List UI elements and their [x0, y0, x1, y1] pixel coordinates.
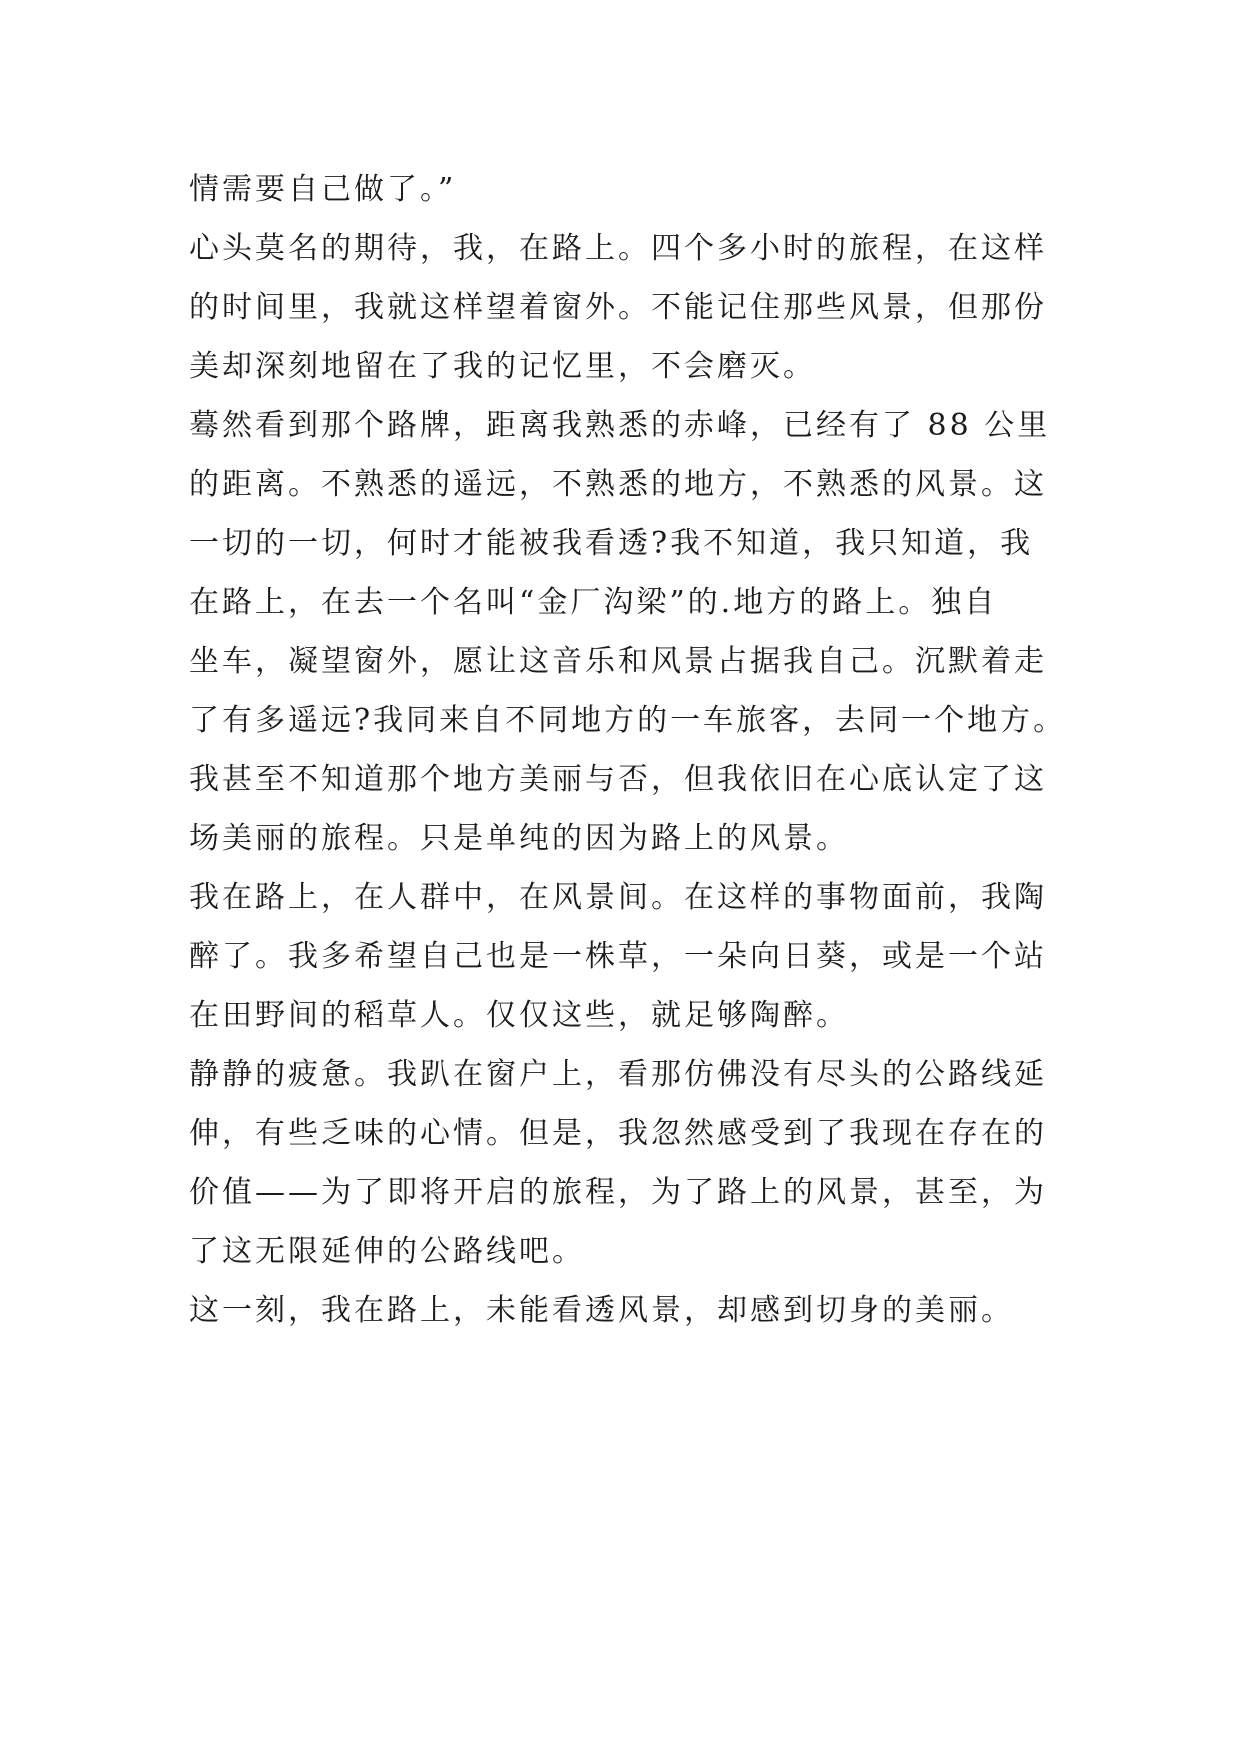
text-line: 的时间里，我就这样望着窗外。不能记住那些风景，但那份	[189, 290, 1047, 325]
text-line: 美却深刻地留在了我的记忆里，不会磨灭。	[189, 349, 816, 384]
text-line: 坐车，凝望窗外，愿让这音乐和风景占据我自己。沉默着走	[189, 644, 1047, 679]
text-line: 场美丽的旅程。只是单纯的因为路上的风景。	[189, 821, 849, 856]
text-line: 蓦然看到那个路牌，距离我熟悉的赤峰，已经有了 88 公里	[189, 408, 1051, 443]
text-line: 在田野间的稻草人。仅仅这些，就足够陶醉。	[189, 998, 849, 1033]
text-line: 醉了。我多希望自己也是一株草，一朵向日葵，或是一个站	[189, 939, 1047, 974]
text-line: 了有多遥远?我同来自不同地方的一车旅客，去同一个地方。	[189, 703, 1067, 738]
text-line: 价值——为了即将开启的旅程，为了路上的风景，甚至，为	[189, 1175, 1047, 1210]
text-line: 我甚至不知道那个地方美丽与否，但我依旧在心底认定了这	[189, 762, 1047, 797]
text-line: 心头莫名的期待，我，在路上。四个多小时的旅程，在这样	[189, 231, 1047, 266]
text-line: 一切的一切，何时才能被我看透?我不知道，我只知道，我	[189, 526, 1034, 561]
text-line: 的距离。不熟悉的遥远，不熟悉的地方，不熟悉的风景。这	[189, 467, 1047, 502]
text-line: 了这无限延伸的公路线吧。	[189, 1234, 585, 1269]
text-line: 情需要自己做了。”	[189, 172, 457, 207]
essay-body	[189, 160, 1069, 1340]
text-line: 静静的疲惫。我趴在窗户上，看那仿佛没有尽头的公路线延	[189, 1057, 1047, 1092]
text-line: 在路上，在去一个名叫“金厂沟梁”的.地方的路上。独自	[189, 585, 998, 620]
text-line: 这一刻，我在路上，未能看透风景，却感到切身的美丽。	[189, 1293, 1014, 1328]
text-line: 伸，有些乏味的心情。但是，我忽然感受到了我现在存在的	[189, 1116, 1047, 1151]
text-line: 我在路上，在人群中，在风景间。在这样的事物面前，我陶	[189, 880, 1047, 915]
